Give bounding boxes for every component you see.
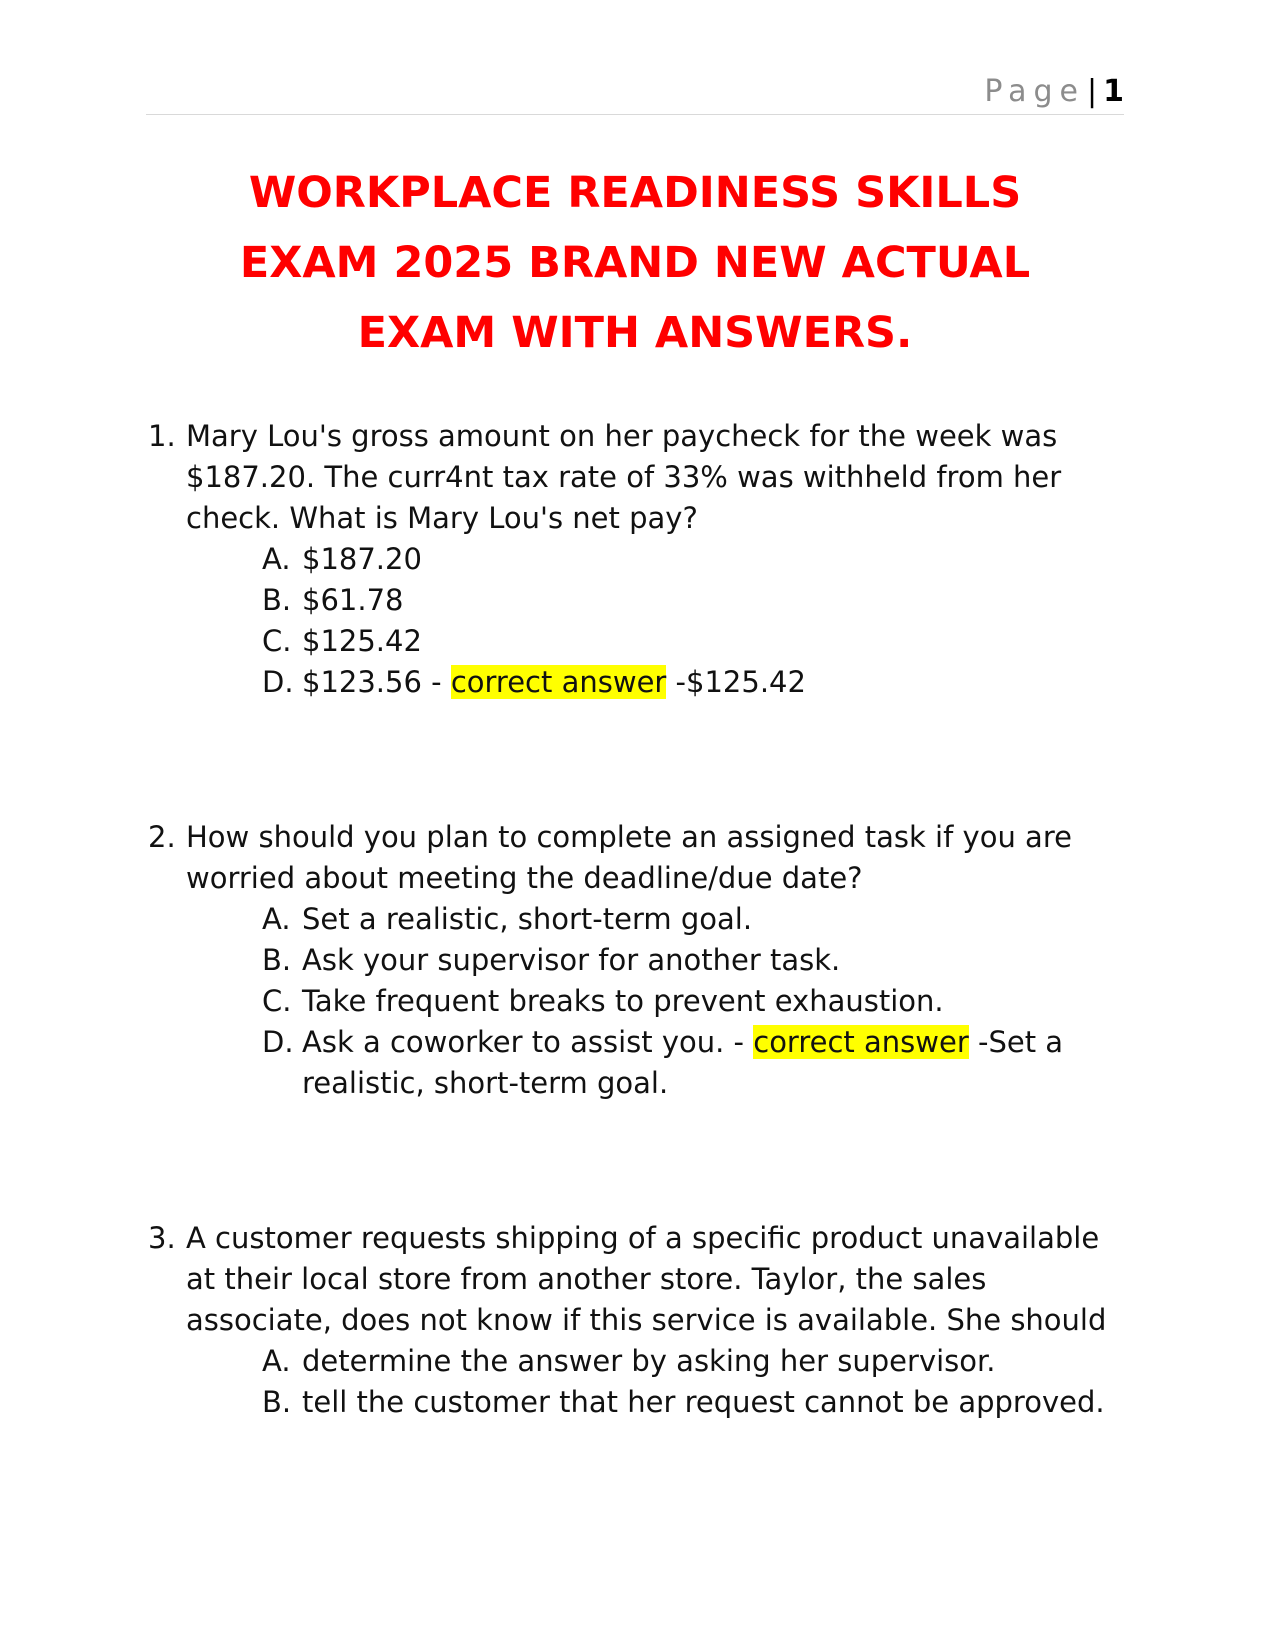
correct-answer-label: correct answer [753, 1025, 969, 1059]
option-text: $187.20 [302, 542, 422, 576]
option-text: Set a realistic, short-term goal. [302, 902, 753, 936]
question-number: 3. [148, 1221, 176, 1255]
option-b [262, 940, 1133, 981]
title-line-3: EXAM WITH ANSWERS. [357, 308, 913, 358]
question-2 [148, 817, 1133, 1104]
title-line-2: EXAM 2025 BRAND NEW ACTUAL [239, 238, 1031, 288]
question-1 [148, 416, 1133, 703]
option-text-with-answer [302, 1022, 1133, 1104]
option-letter: B. [262, 943, 292, 977]
question-text: A customer requests shipping of a specific product unavailable at their local store from another store. Taylor, the sales associate, does not know if this service is available. She should [186, 1221, 1107, 1337]
correct-answer-text: -Set a realistic, short-term goal. [302, 1025, 1073, 1100]
option-text: Ask a coworker to assist you. - [302, 1025, 754, 1059]
option-d [262, 662, 1133, 703]
option-text: $123.56 - [302, 665, 451, 699]
option-text-with-answer [302, 662, 1133, 703]
option-letter: C. [262, 624, 292, 658]
option-letter: C. [262, 984, 292, 1018]
page-header [146, 70, 1124, 115]
question-number: 1. [148, 419, 176, 453]
option-d [262, 1022, 1133, 1104]
option-text: $125.42 [302, 624, 422, 658]
option-text: determine the answer by asking her supervisor. [302, 1344, 996, 1378]
page-number: 1 [1103, 74, 1124, 109]
option-letter: A. [262, 1344, 291, 1378]
document-title [146, 158, 1124, 368]
option-letter: A. [262, 902, 291, 936]
page-separator: | [1087, 74, 1098, 109]
option-c [262, 621, 1133, 662]
option-text: $61.78 [302, 583, 404, 617]
option-a [262, 899, 1133, 940]
option-letter: D. [262, 1025, 294, 1059]
option-a [262, 539, 1133, 580]
question-3 [148, 1218, 1133, 1423]
question-number: 2. [148, 820, 176, 854]
option-c [262, 981, 1133, 1022]
option-b [262, 1382, 1133, 1423]
option-letter: B. [262, 583, 292, 617]
question-text: How should you plan to complete an assigned task if you are worried about meeting the deadline/due date? [186, 820, 1072, 895]
option-b [262, 580, 1133, 621]
page-label: Page [984, 74, 1086, 109]
correct-answer-text: -$125.42 [666, 665, 806, 699]
option-text: Take frequent breaks to prevent exhaustion. [302, 984, 944, 1018]
option-a [262, 1341, 1133, 1382]
option-text: Ask your supervisor for another task. [302, 943, 841, 977]
option-text: tell the customer that her request cannot be approved. [302, 1385, 1105, 1419]
option-letter: B. [262, 1385, 292, 1419]
option-letter: D. [262, 665, 294, 699]
title-line-1: WORKPLACE READINESS SKILLS [248, 168, 1022, 218]
question-text: Mary Lou's gross amount on her paycheck for the week was $187.20. The curr4nt tax rate of 33% was withheld from her check. What is Mary Lou's net pay? [186, 419, 1062, 535]
option-letter: A. [262, 542, 291, 576]
correct-answer-label: correct answer [450, 665, 667, 699]
